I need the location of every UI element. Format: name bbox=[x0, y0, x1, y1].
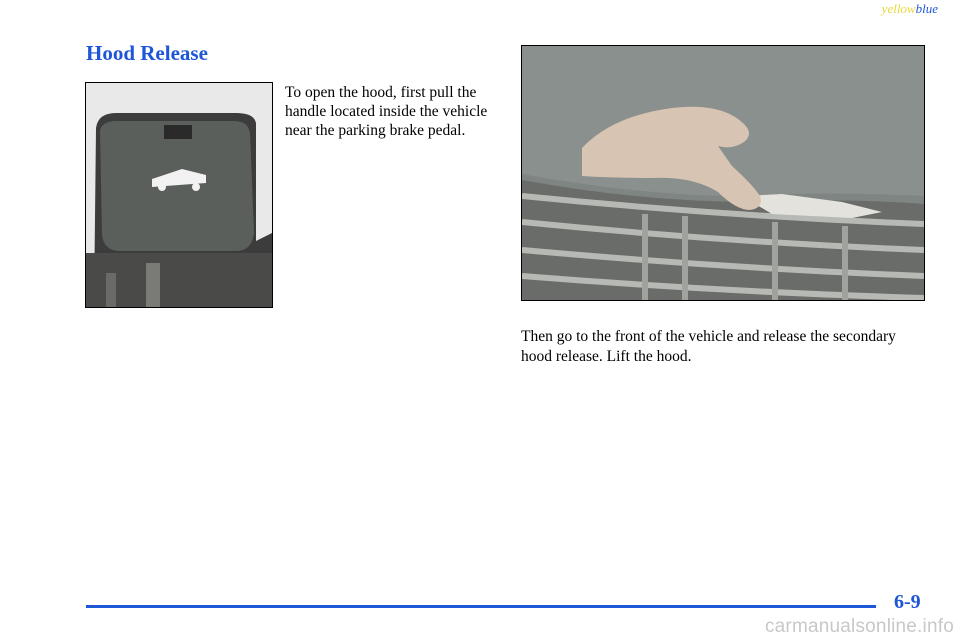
color-tag bbox=[882, 1, 938, 17]
instruction-paragraph-1: To open the hood, first pull the handle located inside the vehicle near the parking brake pedal. bbox=[285, 84, 488, 139]
color-tag-yellow: yellow bbox=[881, 1, 916, 16]
hood-release-handle-photo bbox=[85, 82, 273, 308]
secondary-hood-release-photo bbox=[521, 45, 925, 301]
footer-rule bbox=[86, 605, 876, 608]
instruction-paragraph-2: Then go to the front of the vehicle and release the secondary hood release. Lift the hood. bbox=[521, 328, 896, 365]
section-title: Hood Release bbox=[86, 41, 208, 65]
watermark: carmanualsonline.info bbox=[764, 616, 954, 637]
page-number: 6-9 bbox=[894, 591, 921, 613]
color-tag-blue: blue bbox=[915, 1, 938, 16]
